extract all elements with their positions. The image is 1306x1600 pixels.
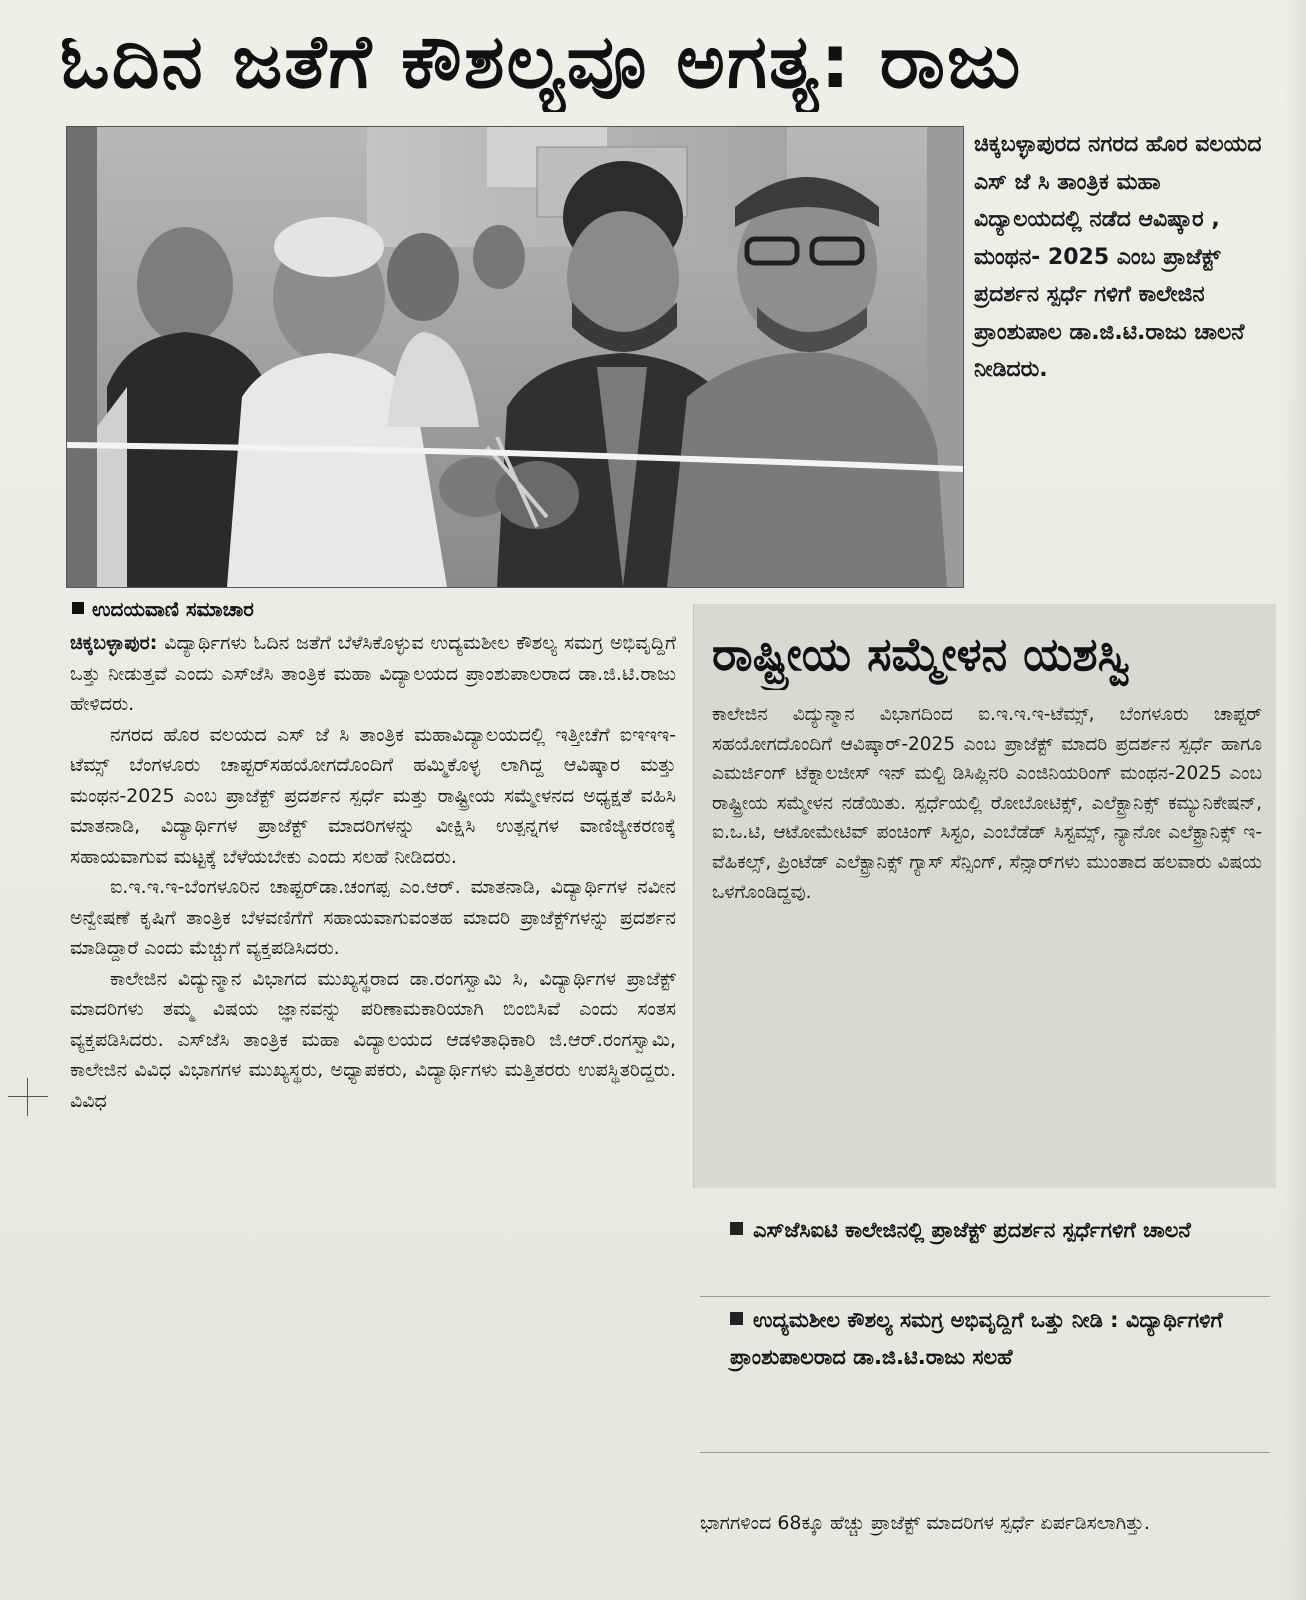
credit-label: ಉದಯವಾಣಿ ಸಮಾಚಾರ	[92, 597, 254, 621]
bullet-square-icon	[730, 1222, 743, 1235]
continuation-text: ಭಾಗಗಳಿಂದ 68ಕ್ಕೂ ಹೆಚ್ಚು ಪ್ರಾಜೆಕ್ಟ್ ಮಾದರಿಗಳ ಸ್ಪರ್ಧೆ ಏರ್ಪಡಿಸಲಾಗಿತ್ತು.	[700, 1512, 1150, 1534]
article-body	[70, 628, 676, 1592]
page-edge-shadow	[1284, 0, 1306, 1600]
article-continuation	[700, 1508, 1274, 1588]
divider	[700, 1452, 1270, 1453]
registration-mark	[27, 1078, 28, 1116]
paragraph-1-text: ವಿದ್ಯಾರ್ಥಿಗಳು ಓದಿನ ಜತೆಗೆ ಬೆಳೆಸಿಕೊಳ್ಳುವ ಉದ್ಯಮಶೀಲ ಕೌಶಲ್ಯ ಸಮಗ್ರ ಅಭಿವೃದ್ದಿಗೆ ಒತ್ತು ನೀಡುತ್ತವೆ ಎಂದು ಎಸ್‌ಜೆಸಿ ತಾಂತ್ರಿಕ ಮಹಾ ವಿದ್ಯಾಲಯದ ಪ್ರಾಂಶುಪಾಲರಾದ ಡಾ.ಜಿ.ಟಿ.ರಾಜು ಹೇಳಿದರು.	[70, 632, 676, 715]
sidebar-paragraph: ಕಾಲೇಜಿನ ವಿದ್ಯುನ್ಮಾನ ವಿಭಾಗದಿಂದ ಐ.ಇ.ಇ.ಇ-ಟೆಮ್ಸ್, ಬೆಂಗಳೂರು ಚಾಪ್ಟರ್ ಸಹಯೋಗದೊಂದಿಗೆ ಆವಿಷ್ಕಾರ್-2025 ಎಂಬ ಪ್ರಾಜೆಕ್ಟ್ ಮಾದರಿ ಪ್ರದರ್ಶನ ಸ್ಪರ್ಧೆ ಹಾಗೂ ಎಮರ್ಜಿಂಗ್ ಟೆಕ್ನಾಲಜೀಸ್ ಇನ್ ಮಲ್ಟಿ ಡಿಸಿಪ್ಲಿನರಿ ಎಂಜಿನಿಯರಿಂಗ್ ಮಂಥನ-2025 ಎಂಬ ರಾಷ್ಟ್ರೀಯ ಸಮ್ಮೇಳನ ನಡೆಯಿತು. ಸ್ಪರ್ಧೆಯಲ್ಲಿ ರೋಬೋಟಿಕ್ಸ್, ಎಲೆಕ್ಟ್ರಾನಿಕ್ಸ್ ಕಮ್ಯುನಿಕೇಷನ್, ಐ.ಒ.ಟಿ, ಆಟೋಮೇಟಿವ್ ಪಂಚಿಂಗ್ ಸಿಸ್ಟಂ, ಎಂಬೆಡೆಡ್ ಸಿಸ್ಟಮ್ಸ್, ನ್ಯಾನೋ ಎಲೆಕ್ಟ್ರಾನಿಕ್ಸ್ ಇ-ವೆಹಿಕಲ್ಸ್, ಪ್ರಿಂಟೆಡ್ ಎಲೆಕ್ಟ್ರಾನಿಕ್ಸ್ ಗ್ಯಾಸ್ ಸೆನ್ಸಿಂಗ್, ಸೆನ್ಸಾರ್‌ಗಳು ಮುಂತಾದ ಹಲವಾರು ವಿಷಯ ಒಳಗೊಂಡಿದ್ದವು.	[712, 704, 1262, 903]
sidebar-title: ರಾಷ್ಟ್ರೀಯ ಸಮ್ಮೇಳನ ಯಶಸ್ವಿ	[712, 627, 1131, 681]
highlight-1	[730, 1212, 1276, 1290]
article-paragraph-2: ನಗರದ ಹೊರ ವಲಯದ ಎಸ್ ಜೆ ಸಿ ತಾಂತ್ರಿಕ ಮಹಾವಿದ್ಯಾಲಯದಲ್ಲಿ ಇತ್ತೀಚೆಗೆ ಐಇಇಇ-ಟೆಮ್ಸ್ ಬೆಂಗಳೂರು ಚಾಪ್ಟರ್‌ಸಹಯೋಗದೊಂದಿಗೆ ಹಮ್ಮಿಕೊಳ್ಳ ಲಾಗಿದ್ದ ಆವಿಷ್ಕಾರ ಮತ್ತು ಮಂಥನ-2025 ಎಂಬ ಪ್ರಾಜೆಕ್ಟ್ ಪ್ರದರ್ಶನ ಸ್ಪರ್ಧೆ ಮತ್ತು ರಾಷ್ಟ್ರೀಯ ಸಮ್ಮೇಳನದ ಅಧ್ಯಕ್ಷತೆ ವಹಿಸಿ ಮಾತನಾಡಿ, ವಿದ್ಯಾರ್ಥಿಗಳ ಪ್ರಾಜೆಕ್ಟ್ ಮಾದರಿಗಳನ್ನು ವೀಕ್ಷಿಸಿ ಉತ್ಪನ್ನಗಳ ವಾಣಿಜ್ಯೀಕರಣಕ್ಕೆ ಸಹಾಯವಾಗುವ ಮಟ್ಟಕ್ಕೆ ಬೆಳೆಯಬೇಕು ಎಂದು ಸಲಹೆ ನೀಡಿದರು.	[70, 723, 676, 868]
article-paragraph-4: ಕಾಲೇಜಿನ ವಿದ್ಯುನ್ಮಾನ ವಿಭಾಗದ ಮುಖ್ಯಸ್ಥರಾದ ಡಾ.ರಂಗಸ್ವಾಮಿ ಸಿ, ವಿದ್ಯಾರ್ಥಿಗಳ ಪ್ರಾಜೆಕ್ಟ್ ಮಾದರಿಗಳು ತಮ್ಮ ವಿಷಯ ಜ್ಞಾನವನ್ನು ಪರಿಣಾಮಕಾರಿಯಾಗಿ ಬಿಂಬಿಸಿವೆ ಎಂದು ಸಂತಸ ವ್ಯಕ್ತಪಡಿಸಿದರು. ಎಸ್‌ಜೆಸಿ ತಾಂತ್ರಿಕ ಮಹಾ ವಿದ್ಯಾಲಯದ ಆಡಳಿತಾಧಿಕಾರಿ ಜಿ.ಆರ್.ರಂಗಸ್ವಾಮಿ, ಕಾಲೇಜಿನ ವಿವಿಧ ವಿಭಾಗಗಳ ಮುಖ್ಯಸ್ಥರು, ಅಧ್ಯಾಪಕರು, ವಿದ್ಯಾರ್ಥಿಗಳು ಮತ್ತಿತರರು ಉಪಸ್ಥಿತರಿದ್ದರು. ವಿವಿಧ	[70, 967, 676, 1112]
article-paragraph-1	[70, 628, 676, 720]
registration-mark	[8, 1096, 48, 1097]
sidebar-box	[693, 604, 1276, 1188]
highlight-1-text: ಎಸ್‌ಜೆಸಿಐಟಿ ಕಾಲೇಜಿನಲ್ಲಿ ಪ್ರಾಜೆಕ್ಟ್ ಪ್ರದರ್ಶನ ಸ್ಪರ್ಧೆಗಳಿಗೆ ಚಾಲನೆ	[753, 1218, 1191, 1242]
article-paragraph-3: ಐ.ಇ.ಇ.ಇ-ಬೆಂಗಳೂರಿನ ಚಾಪ್ಟರ್‌ಡಾ.ಚಂಗಪ್ಪ ಎಂ.ಆರ್. ಮಾತನಾಡಿ, ವಿದ್ಯಾರ್ಥಿಗಳ ನವೀನ ಅನ್ವೇಷಣೆ ಕೃಷಿಗೆ ತಾಂತ್ರಿಕ ಬೆಳವಣಿಗೆಗೆ ಸಹಾಯವಾಗುವಂತಹ ಮಾದರಿ ಪ್ರಾಜೆಕ್ಟ್‌ಗಳನ್ನು ಪ್ರದರ್ಶನ ಮಾಡಿದ್ದಾರೆ ಎಂದು ಮೆಚ್ಚುಗೆ ವ್ಯಕ್ತಪಡಿಸಿದರು.	[70, 876, 676, 959]
photo-caption	[974, 126, 1274, 586]
highlight-2-text: ಉದ್ಯಮಶೀಲ ಕೌಶಲ್ಯ ಸಮಗ್ರ ಅಭಿವೃದ್ದಿಗೆ ಒತ್ತು ನೀಡಿ : ವಿದ್ಯಾರ್ಥಿಗಳಿಗೆ ಪ್ರಾಂಶುಪಾಲರಾದ ಡಾ.ಜಿ.ಟಿ.ರಾಜು ಸಲಹೆ	[730, 1308, 1223, 1369]
sidebar-body	[712, 700, 1262, 1170]
bullet-square-icon	[730, 1312, 743, 1325]
headline: ಓದಿನ ಜತೆಗೆ ಕೌಶಲ್ಯವೂ ಅಗತ್ಯ: ರಾಜು	[60, 19, 1023, 105]
news-credit	[72, 594, 254, 624]
dateline: ಚಿಕ್ಕಬಳ್ಳಾಪುರ:	[70, 632, 158, 654]
divider	[700, 1296, 1270, 1297]
event-photo	[66, 126, 964, 588]
highlight-2	[730, 1302, 1276, 1418]
bullet-square-icon	[72, 602, 84, 614]
photo-caption-text: ಚಿಕ್ಕಬಳ್ಳಾಪುರದ ನಗರದ ಹೊರ ವಲಯದ ಎಸ್ ಜೆ ಸಿ ತಾಂತ್ರಿಕ ಮಹಾ ವಿದ್ಯಾಲಯದಲ್ಲಿ ನಡೆದ ಆವಿಷ್ಕಾರ , ಮಂಥನ- 2025 ಎಂಬ ಪ್ರಾಜೆಕ್ಟ್ ಪ್ರದರ್ಶನ ಸ್ಪರ್ಧೆ ಗಳಿಗೆ ಕಾಲೇಜಿನ ಪ್ರಾಂಶುಪಾಲ ಡಾ.ಜಿ.ಟಿ.ರಾಜು ಚಾಲನೆ ನೀಡಿದರು.	[974, 132, 1262, 382]
ribbon-cutting-photo	[67, 127, 963, 587]
